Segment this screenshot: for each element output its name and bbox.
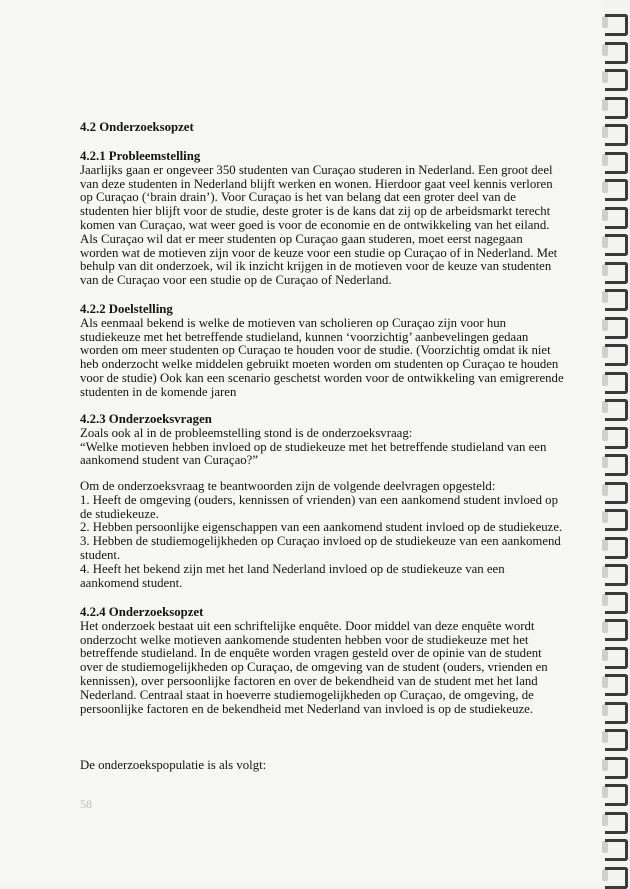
binding-ring — [605, 702, 628, 724]
binding-ring — [605, 152, 628, 174]
binding-ring — [605, 97, 628, 119]
text-line: komen van Curaçao, wat weer goed is voor de economie en de ontwikkeling van het eiland. — [80, 217, 550, 232]
binding-ring — [605, 317, 628, 339]
text-line: van deze studenten in Nederland blijft werken en wonen. Hierdoor gaat veel kennis verloren — [80, 176, 553, 191]
binding-ring — [605, 812, 628, 834]
binding-ring — [605, 69, 628, 91]
binding-ring — [605, 839, 628, 861]
text-line: op Curaçao (‘brain drain’). Voor Curaçao is het van belang dat een groter deel van de — [80, 190, 516, 205]
text-line: betreffende studieland. In de enquête worden vragen gesteld over de opinie van de student — [80, 646, 542, 661]
text-line: persoonlijke factoren en de bekendheid met Nederland van invloed is op de studiekeuze. — [80, 701, 534, 716]
text-line: 1. Heeft de omgeving (ouders, kennissen of vrienden) van een aankomend student invloed op — [80, 492, 558, 507]
binding-ring — [605, 14, 628, 36]
section-title: 4.2.2 Doelstelling — [80, 302, 173, 316]
spiral-binding — [600, 0, 630, 886]
text-line: Om de onderzoeksvraag te beantwoorden zijn de volgende deelvragen opgesteld: — [80, 479, 496, 493]
heading-4-2: 4.2 Onderzoeksopzet — [80, 120, 194, 134]
binding-ring — [605, 262, 628, 284]
binding-ring — [605, 729, 628, 751]
section-heading — [80, 121, 560, 135]
section-doelstelling — [80, 302, 564, 400]
binding-ring — [605, 179, 628, 201]
text-line: kennissen), over persoonlijke factoren en over de bekendheid van de student met het land — [80, 673, 538, 688]
text-line: Nederland. Centraal staat in hoeverre studiemogelijkheden op Curaçao, de omgeving, de — [80, 687, 534, 702]
text-line: Zoals ook al in de probleemstelling stond is de onderzoeksvraag: — [80, 425, 413, 440]
section-title: 4.2.1 Probleemstelling — [80, 149, 201, 163]
binding-ring — [605, 234, 628, 256]
section-deelvragen — [80, 479, 563, 590]
binding-ring — [605, 289, 628, 311]
text-line: heb onderzocht welke middelen gebruikt moeten worden om studenten op Curaçao te houden — [80, 357, 559, 372]
text-line: studiekeuze met het betreffende studieland, kunnen ‘voorzichtig’ aanbevelingen gedaan — [80, 329, 529, 344]
binding-ring — [605, 399, 628, 421]
binding-ring — [605, 372, 628, 394]
binding-ring — [605, 482, 628, 504]
text-line: voor de studie) Ook kan een scenario geschetst worden voor de ontwikkeling van emigrerende — [80, 370, 564, 385]
text-line: studenten in de komende jaren — [80, 384, 237, 399]
text-line: 2. Hebben persoonlijke eigenschappen van een aankomend student invloed op de studiekeuze. — [80, 520, 563, 535]
binding-ring — [605, 124, 628, 146]
binding-ring — [605, 427, 628, 449]
binding-ring — [605, 454, 628, 476]
text-line: over de studiemogelijkheden op Curaçao, de omgeving van de student (ouders, vrienden en — [80, 660, 548, 675]
text-line: behulp van dit onderzoek, wil ik inzicht krijgen in de motieven voor de keuze van studenten — [80, 259, 552, 274]
text-line: Als eenmaal bekend is welke de motieven van scholieren op Curaçao zijn voor hun — [80, 315, 507, 330]
section-title: 4.2.4 Onderzoeksopzet — [80, 605, 204, 619]
text-line: worden om meer studenten op Curaçao te houden voor de studie. (Voorzichtig omdat ik niet — [80, 343, 551, 358]
text-line: 4. Heeft het bekend zijn met het land Nederland invloed op de studiekeuze van een — [80, 561, 505, 576]
text-line: onderzocht welke motieven aankomende studenten hebben voor de studiekeuze met het — [80, 632, 529, 647]
section-probleemstelling — [80, 150, 560, 288]
closing-line: De onderzoekspopulatie is als volgt: — [80, 758, 267, 772]
binding-ring — [605, 207, 628, 229]
text-line: worden wat de motieven zijn voor de keuze voor een studie op Curaçao of in Nederland. Met — [80, 245, 558, 260]
section-onderzoeksopzet — [80, 606, 560, 716]
text-line: de studiekeuze. — [80, 506, 159, 521]
text-line: student. — [80, 547, 121, 562]
text-line: Jaarlijks gaan er ongeveer 350 studenten van Curaçao studeren in Nederland. Een groot deel — [80, 162, 553, 177]
closing-paragraph — [80, 759, 560, 773]
binding-ring — [605, 344, 628, 366]
binding-ring — [605, 564, 628, 586]
text-line: aankomend student. — [80, 575, 183, 590]
binding-ring — [605, 674, 628, 696]
binding-ring — [605, 537, 628, 559]
binding-ring — [605, 592, 628, 614]
section-title: 4.2.3 Onderzoeksvragen — [80, 412, 212, 426]
binding-ring — [605, 647, 628, 669]
binding-ring — [605, 42, 628, 64]
binding-ring — [605, 784, 628, 806]
section-onderzoeksvragen — [80, 413, 560, 468]
text-line: studenten hier blijft voor de studie, deste groter is de kans dat zij op de arbeidsmarkt terecht — [80, 204, 551, 219]
binding-ring — [605, 757, 628, 779]
text-line: Als Curaçao wil dat er meer studenten op Curaçao gaan studeren, moet eerst nagegaan — [80, 231, 523, 246]
binding-ring — [605, 509, 628, 531]
text-line: “Welke motieven hebben invloed op de studiekeuze met het betreffende studieland van een — [80, 439, 547, 454]
page-number: 58 — [80, 797, 92, 811]
text-line: van de Curaçao voor een studie op de Curaçao of Nederland. — [80, 273, 392, 288]
text-line: Het onderzoek bestaat uit een schriftelijke enquête. Door middel van deze enquête wordt — [80, 618, 535, 633]
text-line: aankomend student van Curaçao?” — [80, 453, 259, 468]
binding-ring — [605, 619, 628, 641]
binding-ring — [605, 867, 628, 889]
text-line: 3. Hebben de studiemogelijkheden op Curaçao invloed op de studiekeuze van een aankomend — [80, 534, 561, 549]
